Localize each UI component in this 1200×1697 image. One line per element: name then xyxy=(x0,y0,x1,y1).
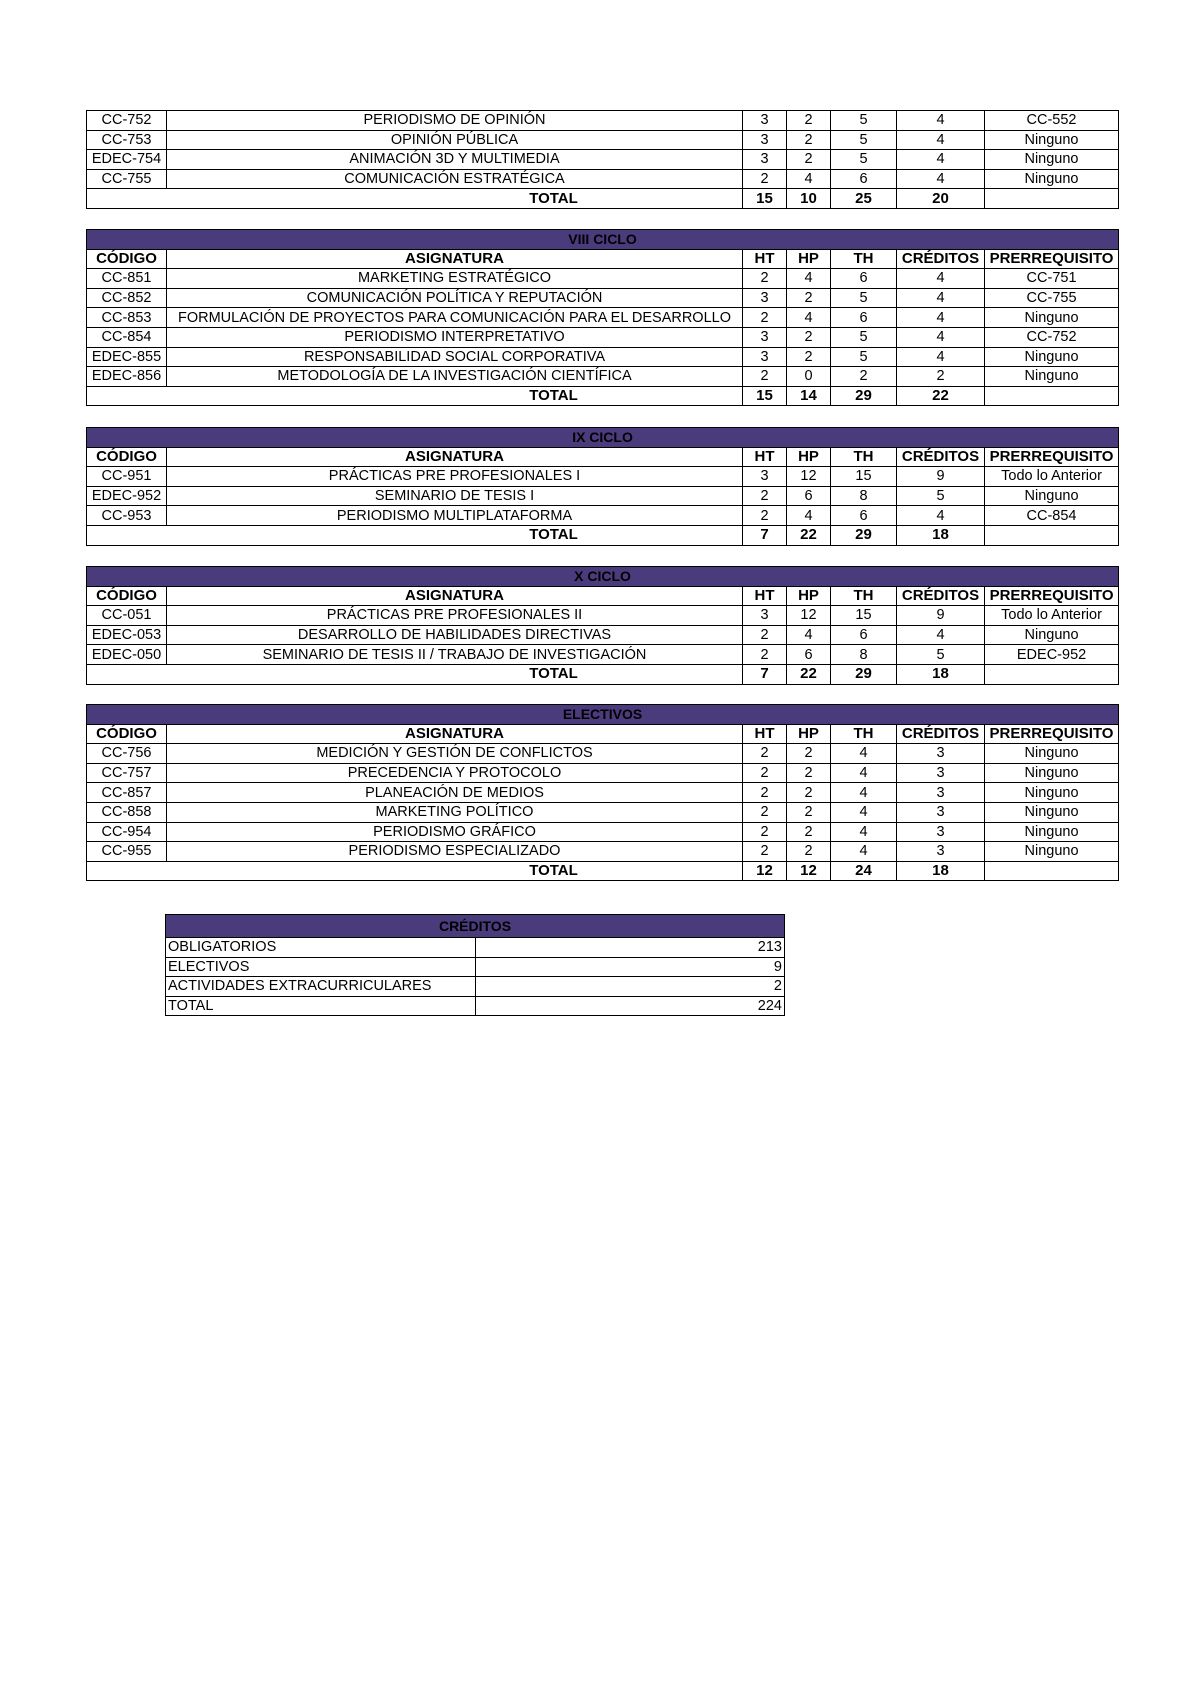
course-code: CC-951 xyxy=(87,467,167,487)
course-hp: 6 xyxy=(787,486,831,506)
course-ht: 3 xyxy=(743,347,787,367)
course-code: CC-755 xyxy=(87,169,167,189)
creditos-value: 224 xyxy=(475,996,785,1016)
course-prereq: Ninguno xyxy=(985,347,1119,367)
column-header: CÓDIGO xyxy=(87,447,167,467)
course-th: 6 xyxy=(831,169,897,189)
course-prereq: Ninguno xyxy=(985,367,1119,387)
total-row xyxy=(87,525,1119,545)
course-ht: 2 xyxy=(743,367,787,387)
course-ht: 2 xyxy=(743,783,787,803)
course-credits: 5 xyxy=(897,486,985,506)
table-row xyxy=(87,645,1119,665)
course-ht: 2 xyxy=(743,506,787,526)
column-header: HT xyxy=(743,724,787,744)
column-header: PRERREQUISITO xyxy=(985,586,1119,606)
course-code: CC-853 xyxy=(87,308,167,328)
course-th: 8 xyxy=(831,645,897,665)
table-row xyxy=(87,327,1119,347)
table-row xyxy=(87,269,1119,289)
total-hp: 22 xyxy=(787,525,831,545)
column-header: HT xyxy=(743,586,787,606)
course-name: COMUNICACIÓN POLÍTICA Y REPUTACIÓN xyxy=(167,288,743,308)
total-th: 29 xyxy=(831,664,897,684)
course-th: 5 xyxy=(831,150,897,170)
course-code: CC-756 xyxy=(87,744,167,764)
table-row xyxy=(87,744,1119,764)
course-prereq: Todo lo Anterior xyxy=(985,467,1119,487)
creditos-value: 9 xyxy=(475,957,785,977)
course-name: FORMULACIÓN DE PROYECTOS PARA COMUNICACIÓN PARA EL DESARROLLO xyxy=(167,308,743,328)
total-label: TOTAL xyxy=(87,861,743,881)
creditos-label: TOTAL xyxy=(166,996,476,1016)
ciclo-title: ELECTIVOS xyxy=(87,705,1119,725)
column-header: CRÉDITOS xyxy=(897,447,985,467)
creditos-value: 2 xyxy=(475,977,785,997)
column-header: HP xyxy=(787,724,831,744)
table-row xyxy=(87,169,1119,189)
course-code: CC-858 xyxy=(87,802,167,822)
course-hp: 12 xyxy=(787,467,831,487)
course-ht: 3 xyxy=(743,288,787,308)
column-header: CÓDIGO xyxy=(87,586,167,606)
course-th: 6 xyxy=(831,625,897,645)
creditos-label: ELECTIVOS xyxy=(166,957,476,977)
column-header: HP xyxy=(787,447,831,467)
total-prereq-empty xyxy=(985,525,1119,545)
table-electivos xyxy=(86,704,1119,881)
total-label: TOTAL xyxy=(87,664,743,684)
course-th: 5 xyxy=(831,347,897,367)
course-code: CC-752 xyxy=(87,111,167,131)
course-hp: 12 xyxy=(787,606,831,626)
course-code: EDEC-856 xyxy=(87,367,167,387)
course-hp: 2 xyxy=(787,822,831,842)
total-prereq-empty xyxy=(985,664,1119,684)
course-hp: 4 xyxy=(787,169,831,189)
course-credits: 2 xyxy=(897,367,985,387)
course-credits: 4 xyxy=(897,327,985,347)
course-credits: 4 xyxy=(897,288,985,308)
course-hp: 0 xyxy=(787,367,831,387)
table-row xyxy=(87,308,1119,328)
table-row xyxy=(87,822,1119,842)
course-code: CC-953 xyxy=(87,506,167,526)
course-hp: 2 xyxy=(787,288,831,308)
course-code: CC-851 xyxy=(87,269,167,289)
course-name: PRÁCTICAS PRE PROFESIONALES I xyxy=(167,467,743,487)
course-ht: 2 xyxy=(743,308,787,328)
column-header: CRÉDITOS xyxy=(897,724,985,744)
course-name: METODOLOGÍA DE LA INVESTIGACIÓN CIENTÍFICA xyxy=(167,367,743,387)
table-row xyxy=(87,288,1119,308)
column-header: HT xyxy=(743,447,787,467)
total-th: 24 xyxy=(831,861,897,881)
total-label: TOTAL xyxy=(87,386,743,406)
course-name: OPINIÓN PÚBLICA xyxy=(167,130,743,150)
course-name: DESARROLLO DE HABILIDADES DIRECTIVAS xyxy=(167,625,743,645)
course-ht: 3 xyxy=(743,130,787,150)
table-row xyxy=(87,763,1119,783)
course-prereq: Ninguno xyxy=(985,822,1119,842)
course-code: CC-051 xyxy=(87,606,167,626)
table-ix-ciclo xyxy=(86,427,1119,546)
column-header: ASIGNATURA xyxy=(167,447,743,467)
total-th: 25 xyxy=(831,189,897,209)
total-credits: 18 xyxy=(897,664,985,684)
course-th: 8 xyxy=(831,486,897,506)
course-prereq: Ninguno xyxy=(985,763,1119,783)
column-header: ASIGNATURA xyxy=(167,249,743,269)
total-row xyxy=(87,664,1119,684)
course-credits: 4 xyxy=(897,269,985,289)
course-credits: 3 xyxy=(897,822,985,842)
table-row xyxy=(87,111,1119,131)
course-prereq: Ninguno xyxy=(985,842,1119,862)
course-th: 5 xyxy=(831,327,897,347)
course-name: PERIODISMO GRÁFICO xyxy=(167,822,743,842)
column-header: HP xyxy=(787,586,831,606)
total-hp: 10 xyxy=(787,189,831,209)
course-credits: 9 xyxy=(897,606,985,626)
course-credits: 4 xyxy=(897,308,985,328)
table-creditos-summary xyxy=(165,914,785,1016)
table-row xyxy=(87,842,1119,862)
course-ht: 2 xyxy=(743,842,787,862)
ciclo-title: X CICLO xyxy=(87,567,1119,587)
table-row xyxy=(87,150,1119,170)
course-hp: 6 xyxy=(787,645,831,665)
course-prereq: Ninguno xyxy=(985,308,1119,328)
total-hp: 14 xyxy=(787,386,831,406)
course-name: SEMINARIO DE TESIS II / TRABAJO DE INVESTIGACIÓN xyxy=(167,645,743,665)
course-code: EDEC-952 xyxy=(87,486,167,506)
course-ht: 2 xyxy=(743,625,787,645)
ciclo-title: VIII CICLO xyxy=(87,230,1119,250)
course-th: 4 xyxy=(831,802,897,822)
column-header: HT xyxy=(743,249,787,269)
table-row xyxy=(87,625,1119,645)
course-th: 5 xyxy=(831,130,897,150)
course-ht: 3 xyxy=(743,111,787,131)
column-header: TH xyxy=(831,447,897,467)
course-prereq: CC-552 xyxy=(985,111,1119,131)
course-credits: 4 xyxy=(897,625,985,645)
course-name: ANIMACIÓN 3D Y MULTIMEDIA xyxy=(167,150,743,170)
total-ht: 7 xyxy=(743,525,787,545)
total-hp: 12 xyxy=(787,861,831,881)
course-th: 6 xyxy=(831,269,897,289)
table-row xyxy=(87,130,1119,150)
total-row xyxy=(87,861,1119,881)
course-credits: 4 xyxy=(897,130,985,150)
course-name: MARKETING ESTRATÉGICO xyxy=(167,269,743,289)
course-name: MEDICIÓN Y GESTIÓN DE CONFLICTOS xyxy=(167,744,743,764)
course-name: COMUNICACIÓN ESTRATÉGICA xyxy=(167,169,743,189)
course-credits: 3 xyxy=(897,763,985,783)
column-header: PRERREQUISITO xyxy=(985,249,1119,269)
course-prereq: CC-854 xyxy=(985,506,1119,526)
column-header: TH xyxy=(831,724,897,744)
course-name: PERIODISMO MULTIPLATAFORMA xyxy=(167,506,743,526)
course-code: CC-857 xyxy=(87,783,167,803)
course-credits: 4 xyxy=(897,150,985,170)
course-credits: 4 xyxy=(897,347,985,367)
table-row xyxy=(87,802,1119,822)
table-row xyxy=(87,506,1119,526)
course-hp: 2 xyxy=(787,802,831,822)
course-hp: 2 xyxy=(787,130,831,150)
course-code: CC-753 xyxy=(87,130,167,150)
column-header: ASIGNATURA xyxy=(167,586,743,606)
total-prereq-empty xyxy=(985,861,1119,881)
course-th: 5 xyxy=(831,111,897,131)
course-credits: 3 xyxy=(897,802,985,822)
course-credits: 4 xyxy=(897,111,985,131)
course-hp: 4 xyxy=(787,506,831,526)
course-prereq: CC-752 xyxy=(985,327,1119,347)
course-code: CC-854 xyxy=(87,327,167,347)
course-ht: 2 xyxy=(743,269,787,289)
course-name: PERIODISMO DE OPINIÓN xyxy=(167,111,743,131)
column-header: TH xyxy=(831,249,897,269)
total-th: 29 xyxy=(831,386,897,406)
course-hp: 2 xyxy=(787,347,831,367)
course-ht: 2 xyxy=(743,486,787,506)
course-code: EDEC-754 xyxy=(87,150,167,170)
table-x-ciclo xyxy=(86,566,1119,685)
course-ht: 3 xyxy=(743,327,787,347)
total-label: TOTAL xyxy=(87,189,743,209)
course-credits: 3 xyxy=(897,842,985,862)
total-prereq-empty xyxy=(985,386,1119,406)
course-prereq: EDEC-952 xyxy=(985,645,1119,665)
course-name: PERIODISMO INTERPRETATIVO xyxy=(167,327,743,347)
creditos-label: ACTIVIDADES EXTRACURRICULARES xyxy=(166,977,476,997)
course-th: 6 xyxy=(831,308,897,328)
creditos-label: OBLIGATORIOS xyxy=(166,938,476,958)
column-header: HP xyxy=(787,249,831,269)
total-credits: 18 xyxy=(897,525,985,545)
ciclo-title: IX CICLO xyxy=(87,428,1119,448)
course-prereq: Todo lo Anterior xyxy=(985,606,1119,626)
course-ht: 2 xyxy=(743,645,787,665)
total-prereq-empty xyxy=(985,189,1119,209)
course-th: 15 xyxy=(831,467,897,487)
total-row xyxy=(87,189,1119,209)
course-ht: 2 xyxy=(743,744,787,764)
table-row xyxy=(87,783,1119,803)
course-credits: 3 xyxy=(897,744,985,764)
course-hp: 2 xyxy=(787,744,831,764)
course-th: 15 xyxy=(831,606,897,626)
course-ht: 3 xyxy=(743,467,787,487)
course-hp: 2 xyxy=(787,150,831,170)
course-th: 5 xyxy=(831,288,897,308)
course-name: PRÁCTICAS PRE PROFESIONALES II xyxy=(167,606,743,626)
course-th: 6 xyxy=(831,506,897,526)
course-code: EDEC-053 xyxy=(87,625,167,645)
total-ht: 7 xyxy=(743,664,787,684)
course-prereq: Ninguno xyxy=(985,783,1119,803)
course-hp: 4 xyxy=(787,308,831,328)
course-hp: 2 xyxy=(787,763,831,783)
course-th: 4 xyxy=(831,763,897,783)
course-code: EDEC-855 xyxy=(87,347,167,367)
course-prereq: Ninguno xyxy=(985,130,1119,150)
course-credits: 5 xyxy=(897,645,985,665)
column-header: ASIGNATURA xyxy=(167,724,743,744)
total-ht: 15 xyxy=(743,189,787,209)
course-ht: 2 xyxy=(743,169,787,189)
course-prereq: Ninguno xyxy=(985,150,1119,170)
course-hp: 4 xyxy=(787,625,831,645)
total-credits: 18 xyxy=(897,861,985,881)
course-credits: 4 xyxy=(897,506,985,526)
table-row xyxy=(87,467,1119,487)
total-label: TOTAL xyxy=(87,525,743,545)
course-name: PRECEDENCIA Y PROTOCOLO xyxy=(167,763,743,783)
column-header: CÓDIGO xyxy=(87,724,167,744)
course-th: 4 xyxy=(831,744,897,764)
total-row xyxy=(87,386,1119,406)
course-prereq: CC-751 xyxy=(985,269,1119,289)
column-header: TH xyxy=(831,586,897,606)
course-name: PLANEACIÓN DE MEDIOS xyxy=(167,783,743,803)
course-th: 2 xyxy=(831,367,897,387)
course-prereq: CC-755 xyxy=(985,288,1119,308)
total-credits: 20 xyxy=(897,189,985,209)
course-credits: 9 xyxy=(897,467,985,487)
column-header: CRÉDITOS xyxy=(897,586,985,606)
course-code: CC-852 xyxy=(87,288,167,308)
course-name: MARKETING POLÍTICO xyxy=(167,802,743,822)
column-header: CRÉDITOS xyxy=(897,249,985,269)
course-th: 4 xyxy=(831,842,897,862)
course-hp: 2 xyxy=(787,327,831,347)
course-hp: 2 xyxy=(787,783,831,803)
total-th: 29 xyxy=(831,525,897,545)
course-code: CC-954 xyxy=(87,822,167,842)
course-prereq: Ninguno xyxy=(985,744,1119,764)
course-prereq: Ninguno xyxy=(985,625,1119,645)
course-prereq: Ninguno xyxy=(985,486,1119,506)
course-credits: 3 xyxy=(897,783,985,803)
course-th: 4 xyxy=(831,783,897,803)
course-ht: 2 xyxy=(743,822,787,842)
course-code: CC-757 xyxy=(87,763,167,783)
creditos-title: CRÉDITOS xyxy=(166,915,785,938)
course-hp: 2 xyxy=(787,111,831,131)
column-header: PRERREQUISITO xyxy=(985,724,1119,744)
total-hp: 22 xyxy=(787,664,831,684)
course-th: 4 xyxy=(831,822,897,842)
table-row xyxy=(87,606,1119,626)
course-name: RESPONSABILIDAD SOCIAL CORPORATIVA xyxy=(167,347,743,367)
course-ht: 3 xyxy=(743,150,787,170)
course-hp: 2 xyxy=(787,842,831,862)
column-header: PRERREQUISITO xyxy=(985,447,1119,467)
total-ht: 12 xyxy=(743,861,787,881)
column-header: CÓDIGO xyxy=(87,249,167,269)
course-hp: 4 xyxy=(787,269,831,289)
course-code: CC-955 xyxy=(87,842,167,862)
course-code: EDEC-050 xyxy=(87,645,167,665)
table-viii-ciclo xyxy=(86,229,1119,406)
table-row xyxy=(87,347,1119,367)
total-ht: 15 xyxy=(743,386,787,406)
course-name: SEMINARIO DE TESIS I xyxy=(167,486,743,506)
course-ht: 2 xyxy=(743,763,787,783)
table-row xyxy=(87,486,1119,506)
course-name: PERIODISMO ESPECIALIZADO xyxy=(167,842,743,862)
course-ht: 2 xyxy=(743,802,787,822)
course-credits: 4 xyxy=(897,169,985,189)
course-ht: 3 xyxy=(743,606,787,626)
course-prereq: Ninguno xyxy=(985,169,1119,189)
total-credits: 22 xyxy=(897,386,985,406)
table-vii-continuation xyxy=(86,110,1119,209)
course-prereq: Ninguno xyxy=(985,802,1119,822)
table-row xyxy=(87,367,1119,387)
creditos-value: 213 xyxy=(475,938,785,958)
